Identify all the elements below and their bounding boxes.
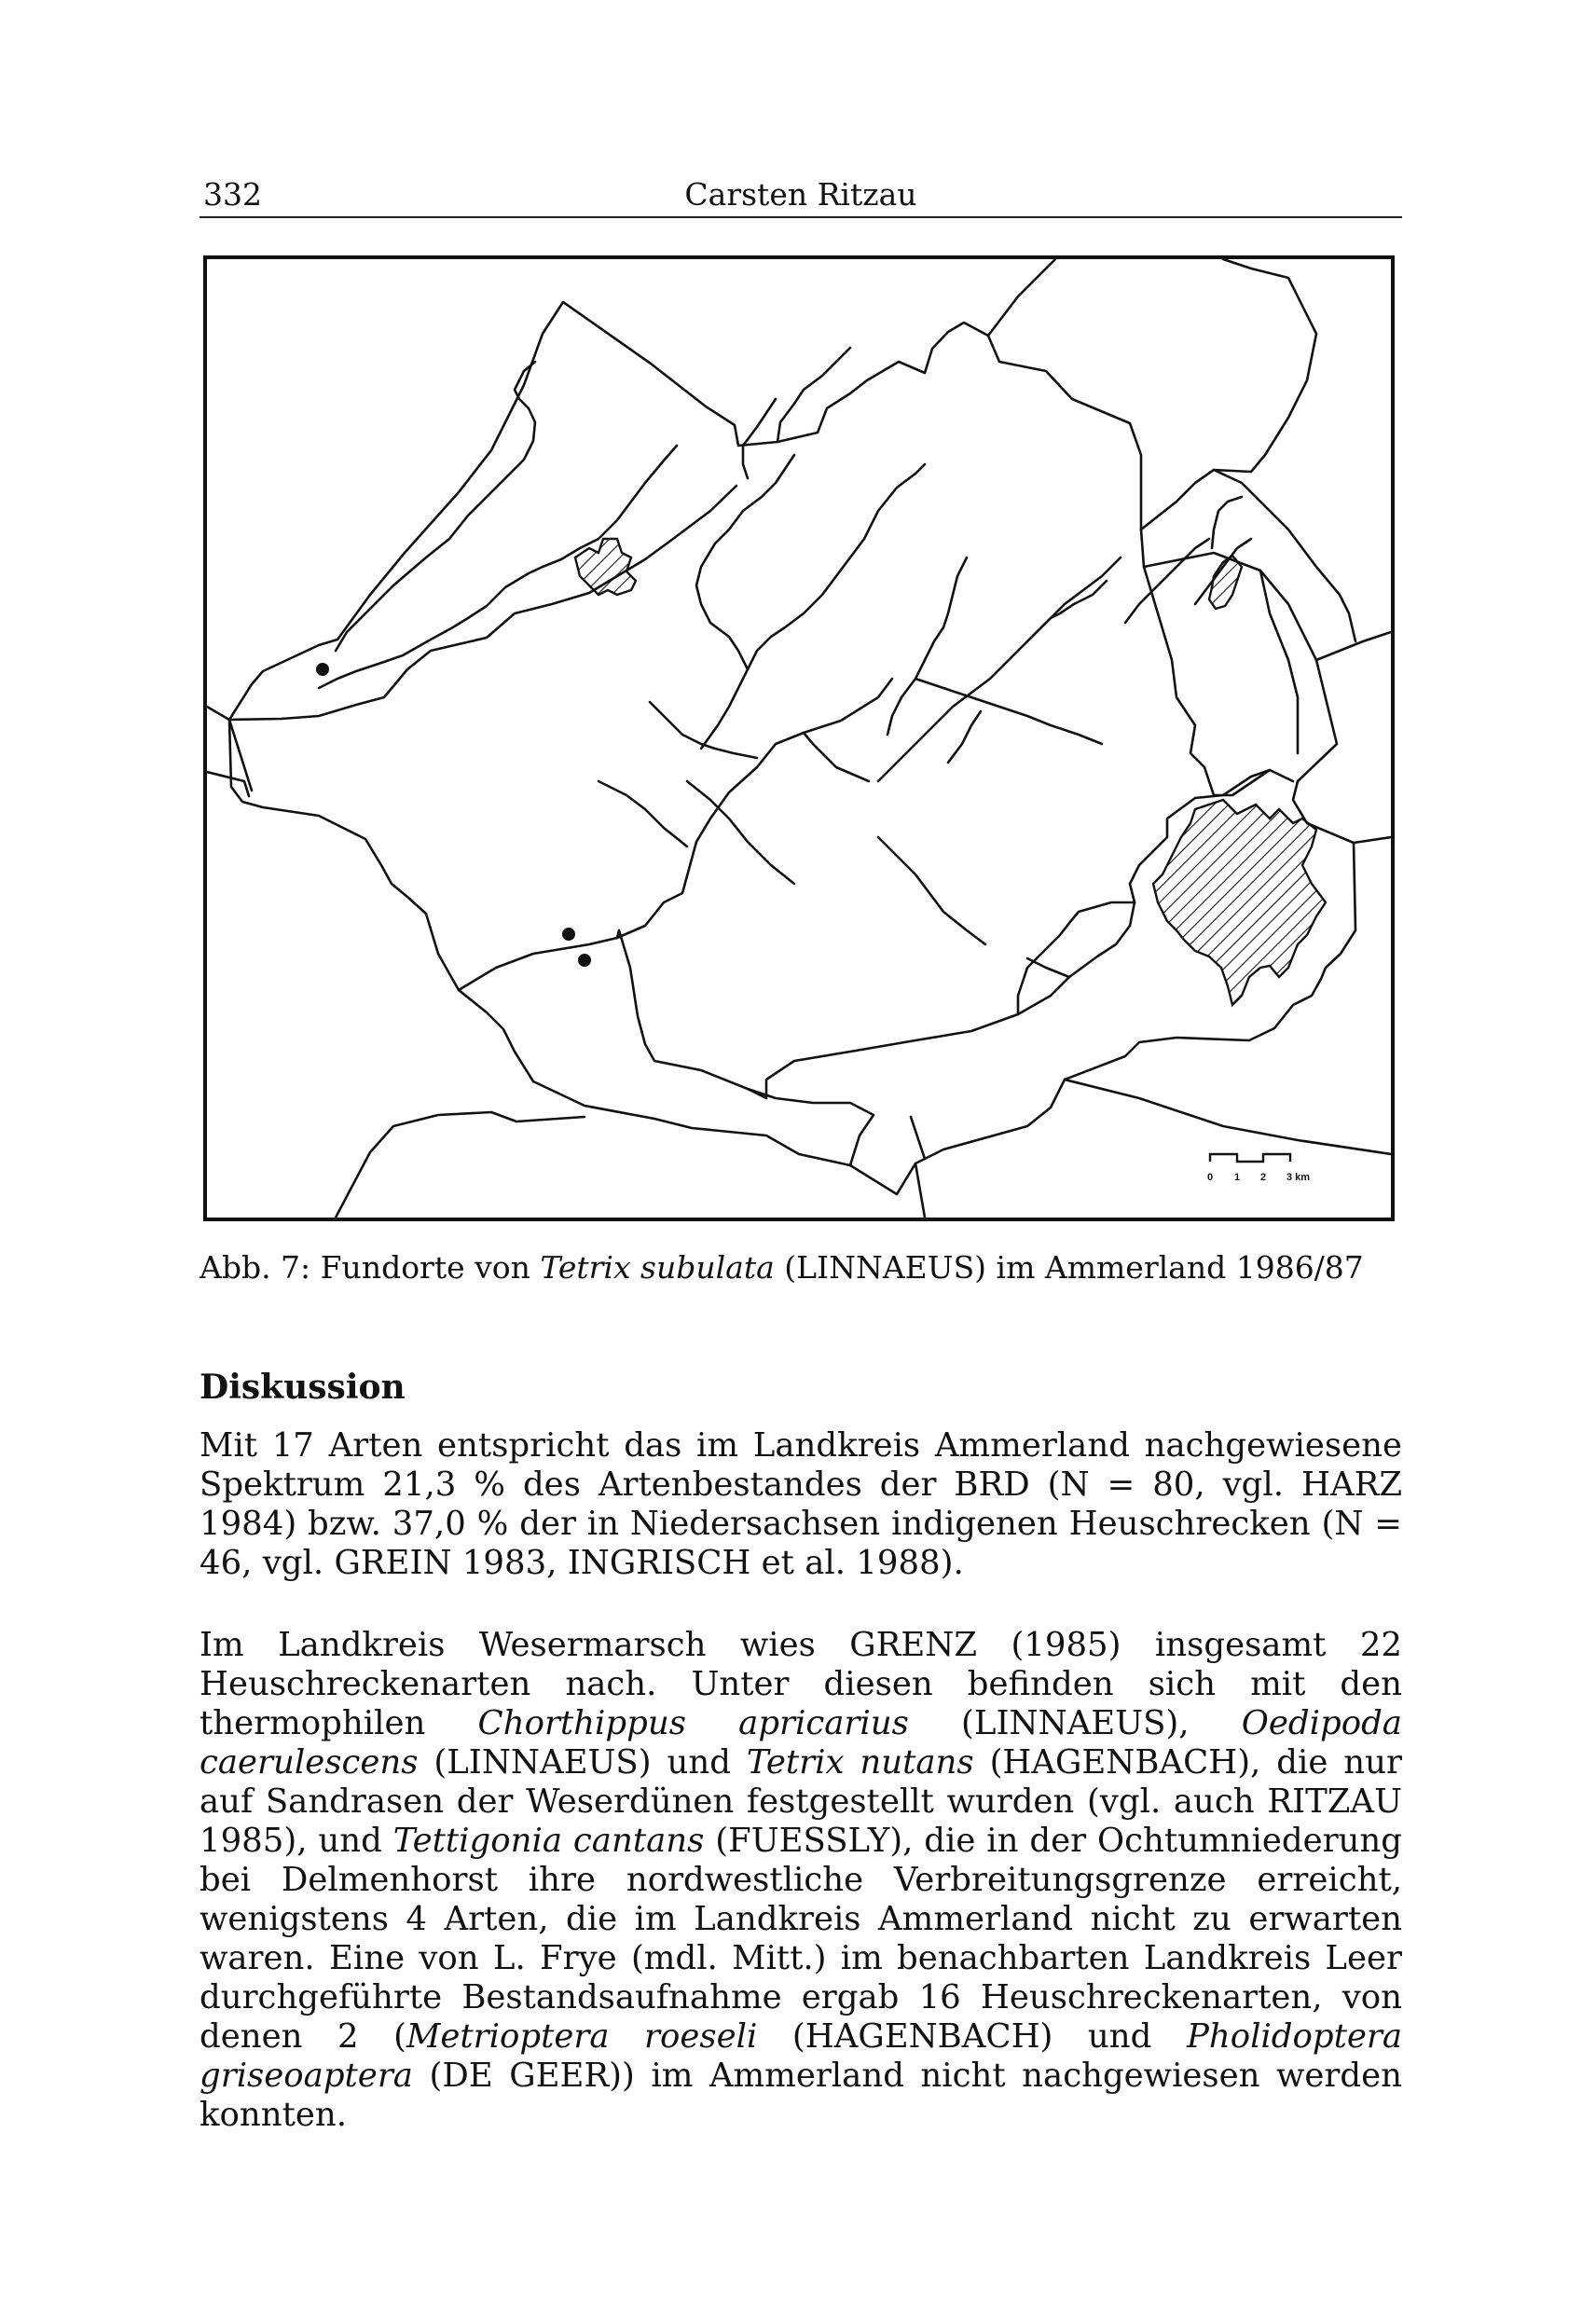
paragraph-comparison: Im Landkreis Wesermarsch wies GRENZ (1985) insgesamt 22 Heuschreckenarten nach. Unter diesen befinden sich mit den thermophilen Chorthippus apricarius (LINNAEUS), Oedipoda caerulescens (LINNAEUS) und Tetrix nutans (HAGENBACH), die nur auf Sandrasen der Weserdünen festgestellt wurden (vgl. auch RITZAU 1985), und Tettigonia cantans (FUESSLY), die in der Ochtumniederung bei Delmenhorst ihre nordwestliche Verbreitungsgrenze erreicht, wenigstens 4 Arten, die im Landkreis Ammerland nicht zu erwarten waren. Eine von L. Frye (mdl. Mitt.) im benachbarten Landkreis Leer durchgeführte Bestandsaufnahme ergab 16 Heuschreckenarten, von denen 2 (Metrioptera roeseli (HAGENBACH) und Pholidoptera griseoaptera (DE GEER)) im Ammerland nicht nachgewiesen werden konnten. <box>200 1626 1403 2134</box>
scale-bar <box>1210 1154 1290 1162</box>
scale-label: 2 <box>1260 1172 1267 1183</box>
district-boundary <box>229 302 1355 1194</box>
species-name: Chorthippus apricarius <box>477 1704 909 1742</box>
species-name: Tettigonia cantans <box>392 1822 705 1860</box>
find-point <box>316 663 329 676</box>
caption-prefix: Abb. 7: Fundorte von <box>200 1249 541 1286</box>
distribution-map <box>203 255 1395 1221</box>
caption-suffix: (LINNAEUS) im Ammerland 1986/87 <box>774 1249 1364 1286</box>
figure-caption <box>200 1247 1402 1288</box>
find-point <box>562 928 575 941</box>
species-name: Oedipoda caerulescens <box>200 1704 1402 1782</box>
find-point <box>578 954 591 967</box>
caption-species: Tetrix subulata <box>540 1249 775 1286</box>
municipal-boundary <box>229 486 736 720</box>
species-name: Tetrix nutans <box>746 1743 974 1782</box>
scale-label: 3 km <box>1286 1172 1311 1183</box>
settlement <box>1209 556 1242 609</box>
page-header <box>200 173 1402 218</box>
page-number: 332 <box>203 176 262 213</box>
scale-label: 0 <box>1207 1172 1214 1183</box>
species-name: Metrioptera roeseli <box>406 2017 758 2056</box>
settlement-town <box>1153 800 1326 1005</box>
running-head: Carsten Ritzau <box>684 176 917 213</box>
section-heading: Diskussion <box>200 1368 406 1407</box>
species-name: Pholidoptera griseoaptera <box>200 2017 1403 2095</box>
scale-label: 1 <box>1234 1172 1241 1183</box>
paragraph-species-count: Mit 17 Arten entspricht das im Landkreis Ammerland nachgewiesene Spektrum 21,3 % des Artenbestandes der BRD (N = 80, vgl. HARZ 1984) bzw. 37,0 % der in Niedersachsen indigenen Heuschrecken (N = 46, vgl. GREIN 1983, INGRISCH et al. 1988). <box>200 1426 1402 1582</box>
map-svg <box>207 259 1391 1218</box>
